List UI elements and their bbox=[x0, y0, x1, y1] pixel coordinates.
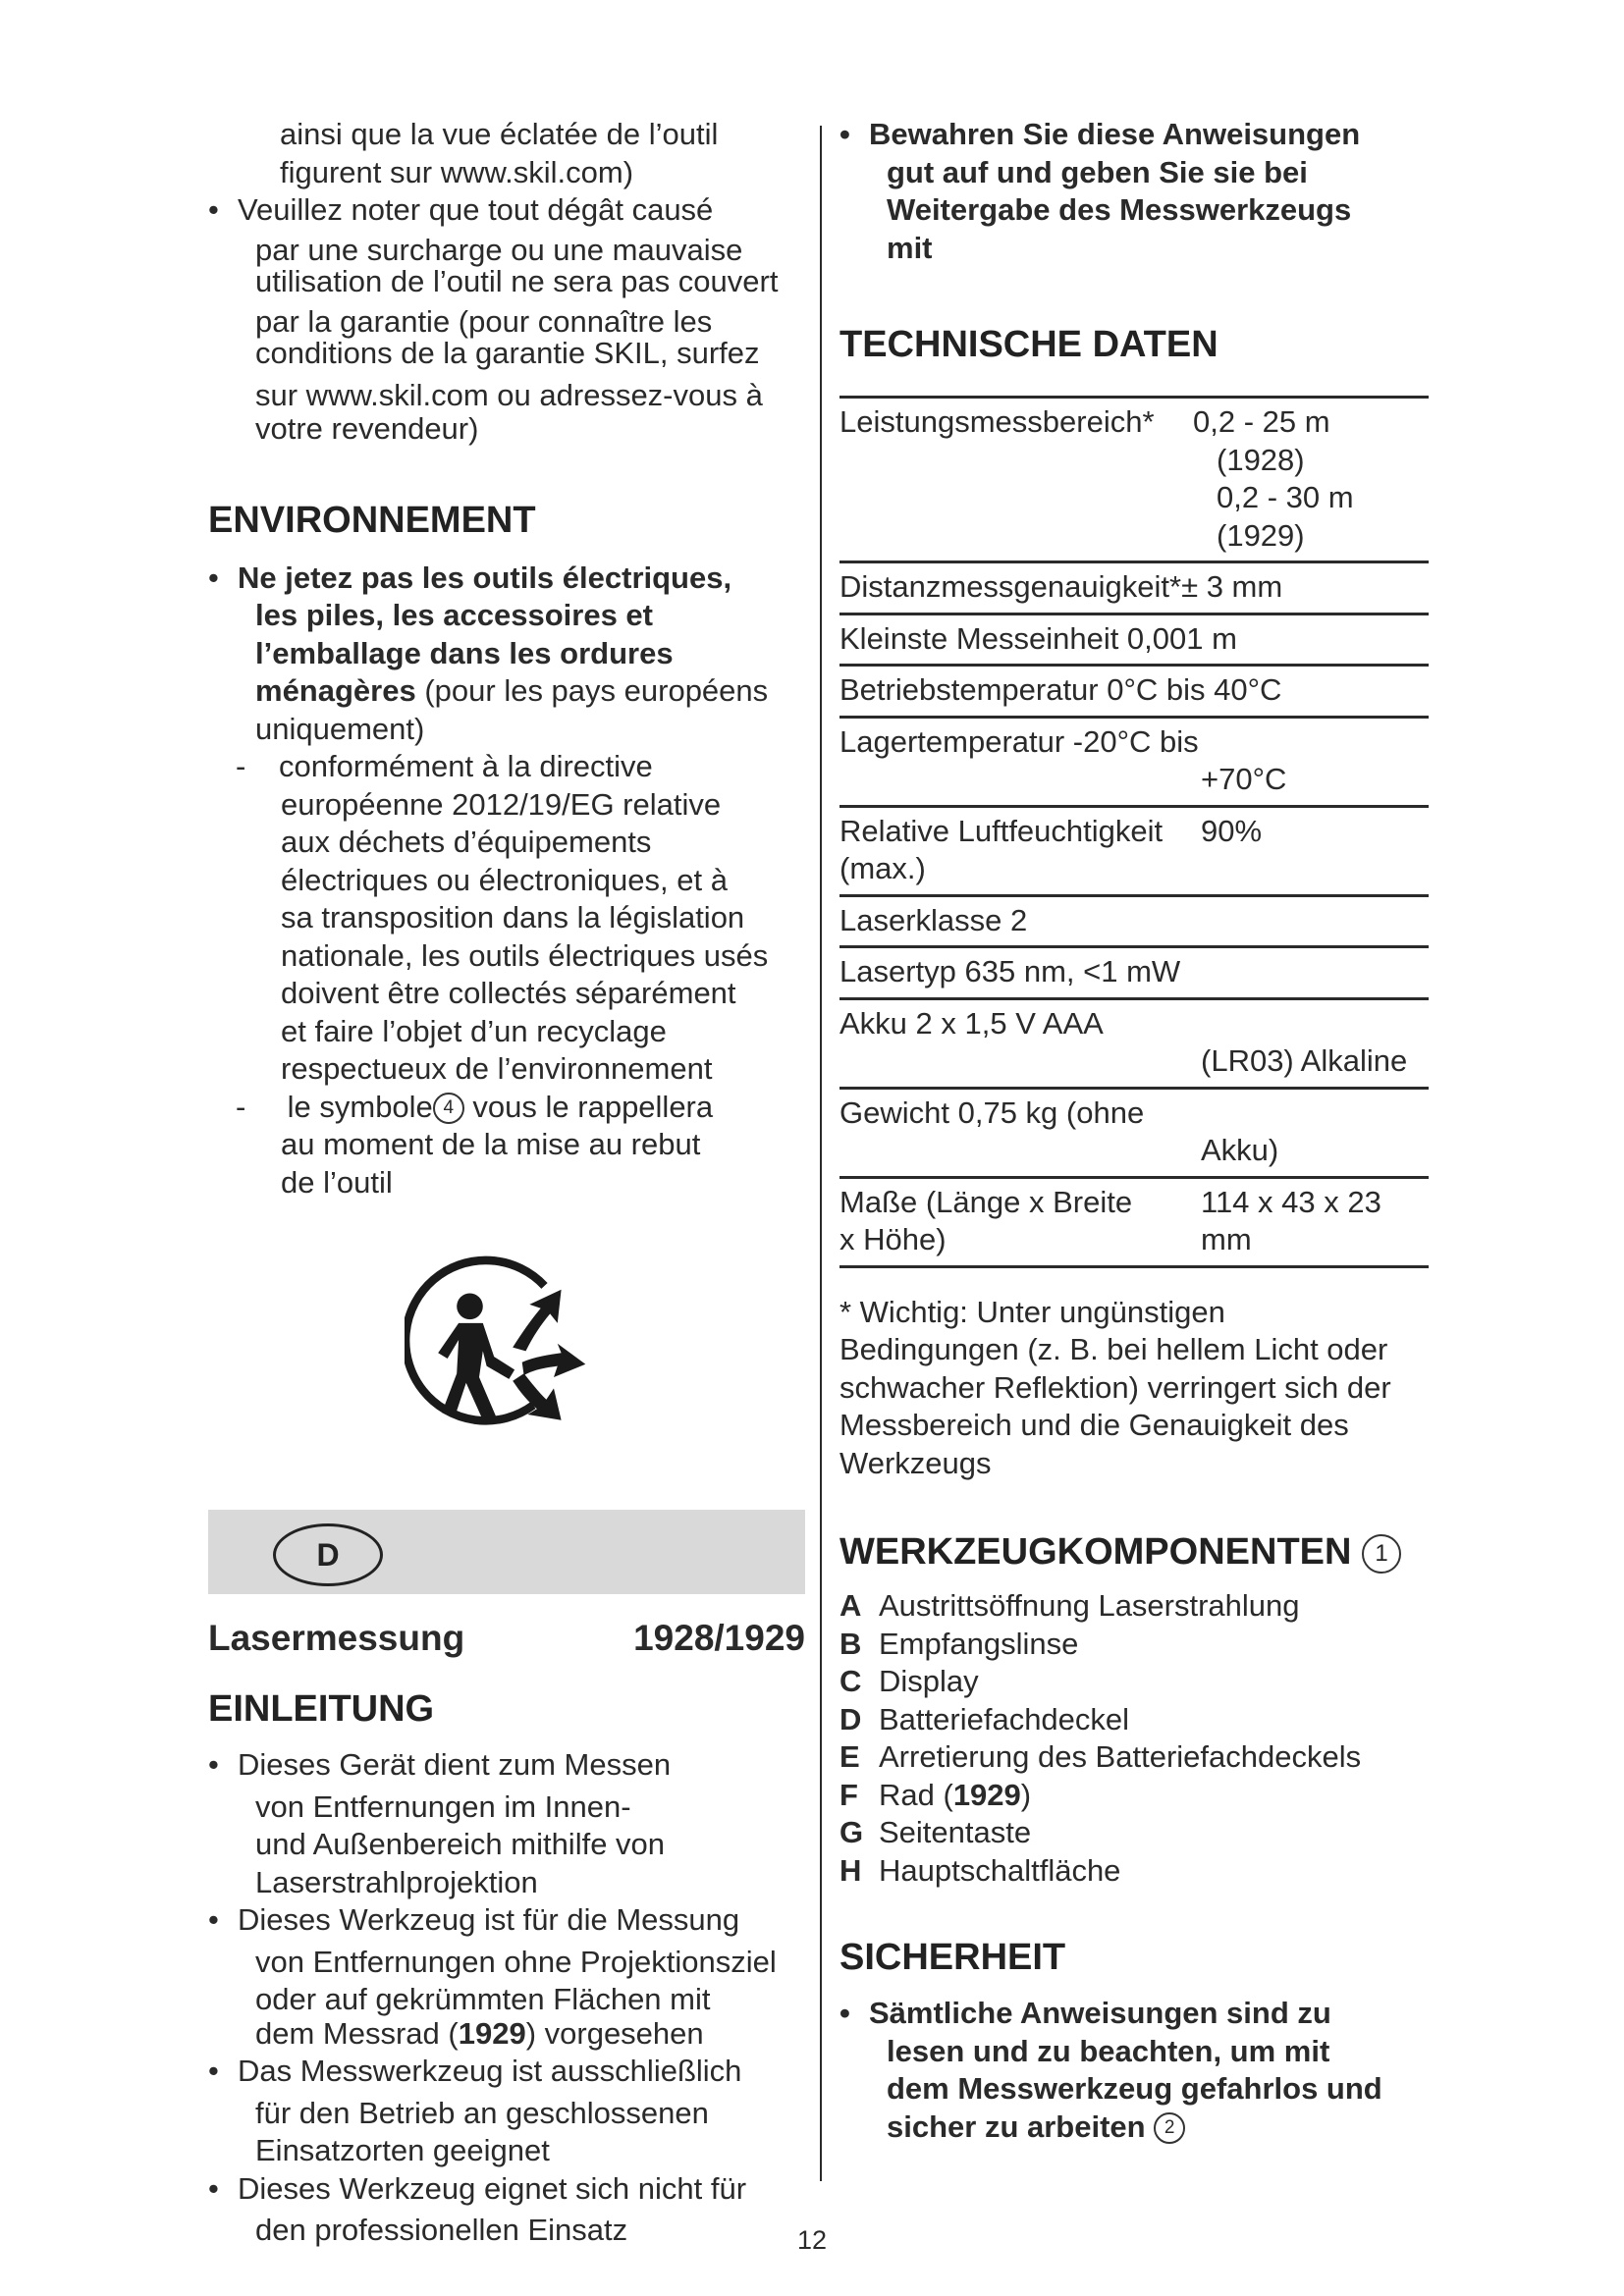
safety-line: Sämtliche Anweisungen sind zu bbox=[869, 1996, 1331, 2030]
einleitung-line: den professionellen Einsatz bbox=[255, 2213, 628, 2247]
component-item bbox=[839, 1777, 1434, 1815]
component-item bbox=[839, 1626, 1434, 1664]
einleitung-line: Dieses Gerät dient zum Messen bbox=[238, 1747, 672, 1782]
keep-instructions-bullet bbox=[839, 116, 1434, 267]
note-line: Bedingungen (z. B. bei hellem Licht oder bbox=[839, 1332, 1388, 1366]
product-models: 1928/1929 bbox=[633, 1618, 805, 1658]
component-text: Arretierung des Batteriefachdeckels bbox=[879, 1739, 1362, 1774]
einleitung-line: Einsatzorten geeignet bbox=[255, 2133, 550, 2167]
keep-line: Bewahren Sie diese Anweisungen bbox=[869, 117, 1361, 151]
component-item bbox=[839, 1814, 1434, 1852]
tech-note bbox=[839, 1294, 1434, 1483]
einleitung-line: und Außenbereich mithilfe von bbox=[255, 1827, 666, 1861]
einleitung-line: oder auf gekrümmten Flächen mit bbox=[255, 1982, 711, 2016]
env-bold-line: l’emballage dans les ordures bbox=[255, 635, 674, 670]
spec-key: Gewicht 0,75 kg (ohne bbox=[839, 1095, 1145, 1130]
einleitung-bullet-3 bbox=[208, 2053, 805, 2170]
dash-marker: - bbox=[236, 749, 246, 783]
spec-value-line: (1928) bbox=[1217, 442, 1305, 477]
einleitung-line: für den Betrieb an geschlossenen bbox=[255, 2095, 709, 2130]
env-dash-line: le symbole bbox=[287, 1089, 433, 1124]
spec-key-line: Relative Luftfeuchtigkeit bbox=[839, 813, 1164, 848]
spec-row-storage-temp bbox=[839, 719, 1429, 808]
recycle-disposal-icon bbox=[405, 1247, 591, 1433]
env-dash-line: sa transposition dans la législation bbox=[281, 900, 745, 934]
safety-line: sicher zu arbeiten bbox=[887, 2109, 1146, 2144]
einleitung-line: von Entfernungen ohne Projektionsziel bbox=[255, 1944, 777, 1979]
env-dash-line: aux déchets d’équipements bbox=[281, 825, 652, 859]
spec-value bbox=[1193, 403, 1429, 555]
spec-value: Akku) bbox=[1201, 1133, 1279, 1167]
component-letter: C bbox=[839, 1664, 862, 1698]
spec-row-dimensions bbox=[839, 1179, 1429, 1268]
keep-line: Weitergabe des Messwerkzeugs bbox=[887, 192, 1352, 227]
einleitung-line: Dieses Werkzeug eignet sich nicht für bbox=[238, 2170, 747, 2206]
spec-key: Akku 2 x 1,5 V AAA bbox=[839, 1005, 1104, 1041]
einleitung-line: Das Messwerkzeug ist ausschließlich bbox=[238, 2054, 742, 2088]
einleitung-bullet-1 bbox=[208, 1746, 805, 1901]
component-letter: A bbox=[839, 1588, 862, 1623]
spec-row-laser-type: Lasertyp 635 nm, <1 mW bbox=[839, 948, 1429, 1000]
spec-value: 90% bbox=[1201, 813, 1263, 848]
env-dash-line: européenne 2012/19/EG relative bbox=[281, 786, 722, 822]
env-dash-item-1 bbox=[208, 748, 805, 1089]
left-column bbox=[208, 116, 805, 2250]
intro-cont-1: ainsi que la vue éclatée de l’outil bbox=[280, 117, 719, 151]
components-heading bbox=[839, 1531, 1434, 1574]
spec-key: Leistungsmessbereich* bbox=[839, 404, 1155, 439]
einleitung-heading: EINLEITUNG bbox=[208, 1688, 435, 1730]
spec-value-line: mm bbox=[1201, 1222, 1252, 1256]
component-text: Empfangslinse bbox=[879, 1626, 1079, 1661]
component-item bbox=[839, 1701, 1434, 1739]
spec-value bbox=[1201, 1184, 1429, 1259]
safety-line: dem Messwerkzeug gefahrlos und bbox=[887, 2071, 1382, 2106]
ref-number-2: 2 bbox=[1154, 2112, 1185, 2144]
warranty-line: utilisation de l’outil ne sera pas couvert bbox=[255, 264, 779, 298]
env-bold-line: Ne jetez pas les outils électriques, bbox=[238, 560, 732, 595]
safety-heading: SICHERHEIT bbox=[839, 1937, 1066, 1978]
warranty-line: par la garantie (pour connaître les bbox=[255, 303, 713, 339]
product-name: Lasermessung bbox=[208, 1618, 465, 1658]
component-model-bold: 1929 bbox=[952, 1777, 1021, 1812]
env-tail: uniquement) bbox=[255, 711, 425, 746]
spec-value-line: 0,2 - 25 m bbox=[1193, 404, 1330, 439]
intro-cont-2: figurent sur www.skil.com) bbox=[280, 154, 634, 189]
env-dash-line: au moment de la mise au rebut bbox=[281, 1127, 701, 1161]
column-divider bbox=[820, 126, 822, 2181]
spec-key: Lagertemperatur -20°C bis bbox=[839, 723, 1199, 759]
env-dash-line: respectueux de l’environnement bbox=[281, 1051, 713, 1086]
spec-key bbox=[839, 813, 1201, 888]
spec-value: (LR03) Alkaline bbox=[1201, 1043, 1408, 1078]
component-letter: H bbox=[839, 1852, 862, 1888]
product-title-row bbox=[208, 1618, 805, 1659]
component-item bbox=[839, 1663, 1434, 1701]
einleitung-line: ) vorgesehen bbox=[525, 2015, 704, 2051]
spec-row-humidity bbox=[839, 808, 1429, 897]
ref-number-4: 4 bbox=[433, 1093, 464, 1124]
spec-row-accuracy: Distanzmessgenauigkeit*± 3 mm bbox=[839, 563, 1429, 615]
component-letter: G bbox=[839, 1815, 864, 1849]
warranty-line: Veuillez noter que tout dégât causé bbox=[238, 192, 714, 227]
einleitung-bullet-2 bbox=[208, 1901, 805, 2053]
component-text: Hauptschaltfläche bbox=[879, 1852, 1121, 1888]
env-heading: ENVIRONNEMENT bbox=[208, 499, 536, 541]
tech-data-heading: TECHNISCHE DATEN bbox=[839, 324, 1218, 365]
language-code-badge: D bbox=[273, 1523, 383, 1586]
einleitung-model-bold: 1929 bbox=[458, 2015, 526, 2051]
components-list bbox=[839, 1587, 1434, 1890]
warranty-line: votre revendeur) bbox=[255, 411, 479, 446]
warranty-line: sur www.skil.com ou adressez-vous à bbox=[255, 377, 763, 412]
env-bold-line: ménagères bbox=[255, 673, 416, 708]
env-dash-line: de l’outil bbox=[281, 1164, 393, 1200]
component-item bbox=[839, 1852, 1434, 1891]
spec-row-laser-class: Laserklasse 2 bbox=[839, 897, 1429, 949]
component-text: Rad ( bbox=[879, 1777, 953, 1812]
spec-value-line: (1929) bbox=[1217, 517, 1305, 553]
component-letter: E bbox=[839, 1739, 860, 1774]
safety-bullet bbox=[839, 1995, 1434, 2146]
env-tail: (pour les pays européens bbox=[415, 673, 769, 708]
spec-row-operating-temp: Betriebstemperatur 0°C bis 40°C bbox=[839, 667, 1429, 719]
env-bullet bbox=[208, 560, 805, 749]
env-dash-line: vous le rappellera bbox=[463, 1089, 714, 1124]
components-heading-text: WERKZEUGKOMPONENTEN bbox=[839, 1531, 1352, 1573]
env-dash-line: nationale, les outils électriques usés bbox=[281, 937, 769, 973]
einleitung-line: Dieses Werkzeug ist für die Messung bbox=[238, 1902, 740, 1937]
component-text: Batteriefachdeckel bbox=[879, 1701, 1130, 1736]
component-letter: F bbox=[839, 1777, 858, 1812]
spec-row-min-unit: Kleinste Messeinheit 0,001 m bbox=[839, 615, 1429, 667]
einleitung-line: von Entfernungen im Innen- bbox=[255, 1789, 631, 1824]
component-text: Austrittsöffnung Laserstrahlung bbox=[879, 1588, 1300, 1623]
component-item bbox=[839, 1587, 1434, 1626]
component-text: Seitentaste bbox=[879, 1815, 1032, 1849]
spec-value-line: 114 x 43 x 23 bbox=[1201, 1184, 1381, 1219]
component-letter: D bbox=[839, 1701, 862, 1736]
note-line: * Wichtig: Unter ungünstigen bbox=[839, 1294, 1225, 1329]
env-dash-line: électriques ou électroniques, et à bbox=[281, 862, 728, 897]
einleitung-line: dem Messrad ( bbox=[255, 2015, 459, 2051]
page-number: 12 bbox=[796, 2225, 828, 2255]
note-line: Werkzeugs bbox=[839, 1445, 992, 1480]
warranty-line: conditions de la garantie SKIL, surfez bbox=[255, 336, 760, 370]
tech-data-table bbox=[839, 396, 1429, 1268]
warranty-bullet bbox=[208, 191, 805, 449]
ref-number-1: 1 bbox=[1362, 1534, 1401, 1574]
safety-line: lesen und zu beachten, um mit bbox=[887, 2033, 1330, 2068]
spec-key-line: x Höhe) bbox=[839, 1222, 947, 1256]
component-text: ) bbox=[1020, 1777, 1032, 1812]
spec-value-line: 0,2 - 30 m bbox=[1217, 480, 1354, 514]
env-dash-item-2 bbox=[208, 1089, 805, 1202]
component-letter: B bbox=[839, 1626, 862, 1661]
env-dash-line: conformément à la directive bbox=[279, 749, 653, 783]
keep-line: mit bbox=[887, 230, 933, 265]
spec-row-range bbox=[839, 399, 1429, 563]
keep-line: gut auf und geben Sie sie bei bbox=[887, 154, 1308, 189]
spec-key bbox=[839, 1184, 1201, 1259]
right-column bbox=[839, 116, 1434, 2146]
spec-row-battery bbox=[839, 1000, 1429, 1090]
note-line: Messbereich und die Genauigkeit des bbox=[839, 1408, 1349, 1442]
spec-row-weight bbox=[839, 1090, 1429, 1179]
env-dash-line: et faire l’objet d’un recyclage bbox=[281, 1013, 667, 1048]
env-dash-line: doivent être collectés séparément bbox=[281, 976, 736, 1010]
warranty-line: par une surcharge ou une mauvaise bbox=[255, 232, 743, 267]
dash-marker: - bbox=[236, 1089, 246, 1124]
note-line: schwacher Reflektion) verringert sich der bbox=[839, 1369, 1391, 1405]
spec-key-line: (max.) bbox=[839, 851, 926, 885]
spec-value: +70°C bbox=[1201, 762, 1287, 796]
spec-key-line: Maße (Länge x Breite bbox=[839, 1184, 1133, 1219]
language-bar bbox=[208, 1510, 805, 1594]
einleitung-line: Laserstrahlprojektion bbox=[255, 1864, 538, 1899]
env-bold-line: les piles, les accessoires et bbox=[255, 598, 653, 632]
component-item bbox=[839, 1738, 1434, 1777]
component-text: Display bbox=[879, 1664, 979, 1698]
